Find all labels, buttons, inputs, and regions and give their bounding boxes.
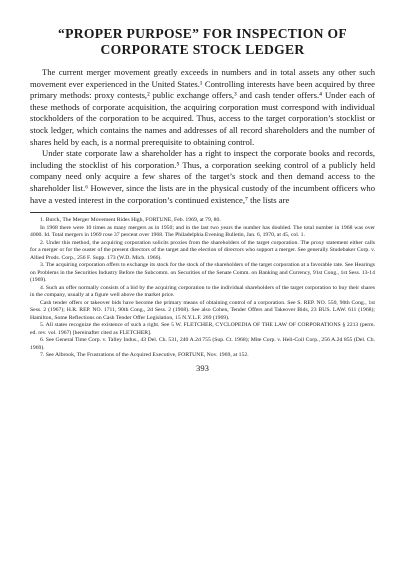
footnote: 3. The acquiring corporation offers to exchange its stock for the stock of the shareholders of the target corporation at a favorable rate. See Hearings on Problems in the Securities Industry Before the Subcomm. on Securities of the Senate Comm. on Banking and Currency, 91st Cong., 1st Sess. 13-14 (1969). — [30, 262, 375, 284]
footnote: 5. All states recognize the existence of such a right. See 5 W. FLETCHER, CYCLOPEDIA OF THE LAW OF CORPORATIONS § 2213 (perm. ed. rev. vol. 1967) [hereinafter cited as FLETCHER]. — [30, 322, 375, 336]
page-title — [30, 26, 375, 58]
footnote: 6. See General Time Corp. v. Talley Indus., 43 Del. Ch. 531, 240 A.2d 755 (Sup. Ct. 1968); Mite Corp. v. Heli-Coil Corp., 256 A.2d 855 (Del. Ch. 1969). — [30, 337, 375, 351]
document-page — [30, 26, 375, 373]
body-text — [30, 67, 375, 206]
footnote: 2. Under this method, the acquiring corporation solicits proxies from the shareholders of the target corporation. The proxy statement either calls for a merger or for the ouster of the present directors of the target and the election of directors who support a merger. See generally Studebaker Corp. v. Allied Prods. Corp., 256 F. Supp. 173 (W.D. Mich. 1966). — [30, 239, 375, 261]
footnote: 4. Such an offer normally consists of a bid by the acquiring corporation to the individual shareholders of the target corporation to buy their shares in the company, usually at a figure well above the market price. — [30, 284, 375, 299]
footnote-divider — [30, 212, 140, 213]
title-line-1: “PROPER PURPOSE” FOR INSPECTION OF — [58, 26, 347, 41]
footnote: 7. See Albrook, The Frustrations of the Acquired Executive, FORTUNE, Nov. 1969, at 152. — [40, 352, 249, 359]
page-number: 393 — [196, 362, 209, 373]
footnote: Cash tender offers or takeover bids have become the primary means of obtaining control of a corporation. See S. REP. NO. 550, 90th Cong., 1st Sess. 2 (1967); H.R. REP. NO. 1711, 90th Cong., 2d Sess. 2 (1968). See also Cohen, Tender Offers and Takeover Bids, 23 BUS. LAW. 611 (1968); Hamilton, Some Reflections on Cash Tender Offer Legislation, 15 N.Y.L.F. 269 (1969). — [30, 299, 375, 321]
footnote: In 1968 there were 10 times as many mergers as in 1950; and in the last two years the number has doubled. The total number in 1968 was over 4000. Id. Total mergers in 1969 rose 37 percent over 1968. The Philadelphia Evening Bulletin, Jan. 6, 1970, at 45, col. 1. — [30, 224, 375, 239]
paragraph: Under state corporate law a shareholder has a right to inspect the corporate books and records, including the stocklist of his corporation.⁵ Thus, a corporation seeking control of a publicly held company need only acquire a few shares of the target’s stock and then demand access to the shareholder list.⁶ However, since the lists are in the physical custody of the incumbent officers who have a vested interest in the corporation’s continued existence,⁷ the lists are — [30, 148, 375, 205]
footnote: 1. Burck, The Merger Movement Rides High, FORTUNE, Feb. 1969, at 79, 80. — [40, 217, 221, 224]
title-line-2: CORPORATE STOCK LEDGER — [100, 42, 305, 57]
paragraph: The current merger movement greatly exceeds in numbers and in total assets any other such movement ever experienced in the United States.¹ Controlling interests have been acquired by three primary methods: proxy contests,² public exchange offers,³ and cash tender offers.⁴ Under each of these methods of corporate acquisition, the acquiring corporation must correspond with individual stockholders of the corporation to be acquired. Thus, access to the target corporation’s stocklist or stock ledger, which contains the names and addresses of all record shareholders and the number of shares held by each, is a normal prerequisite to obtaining control. — [30, 67, 375, 147]
footnotes — [30, 217, 375, 360]
